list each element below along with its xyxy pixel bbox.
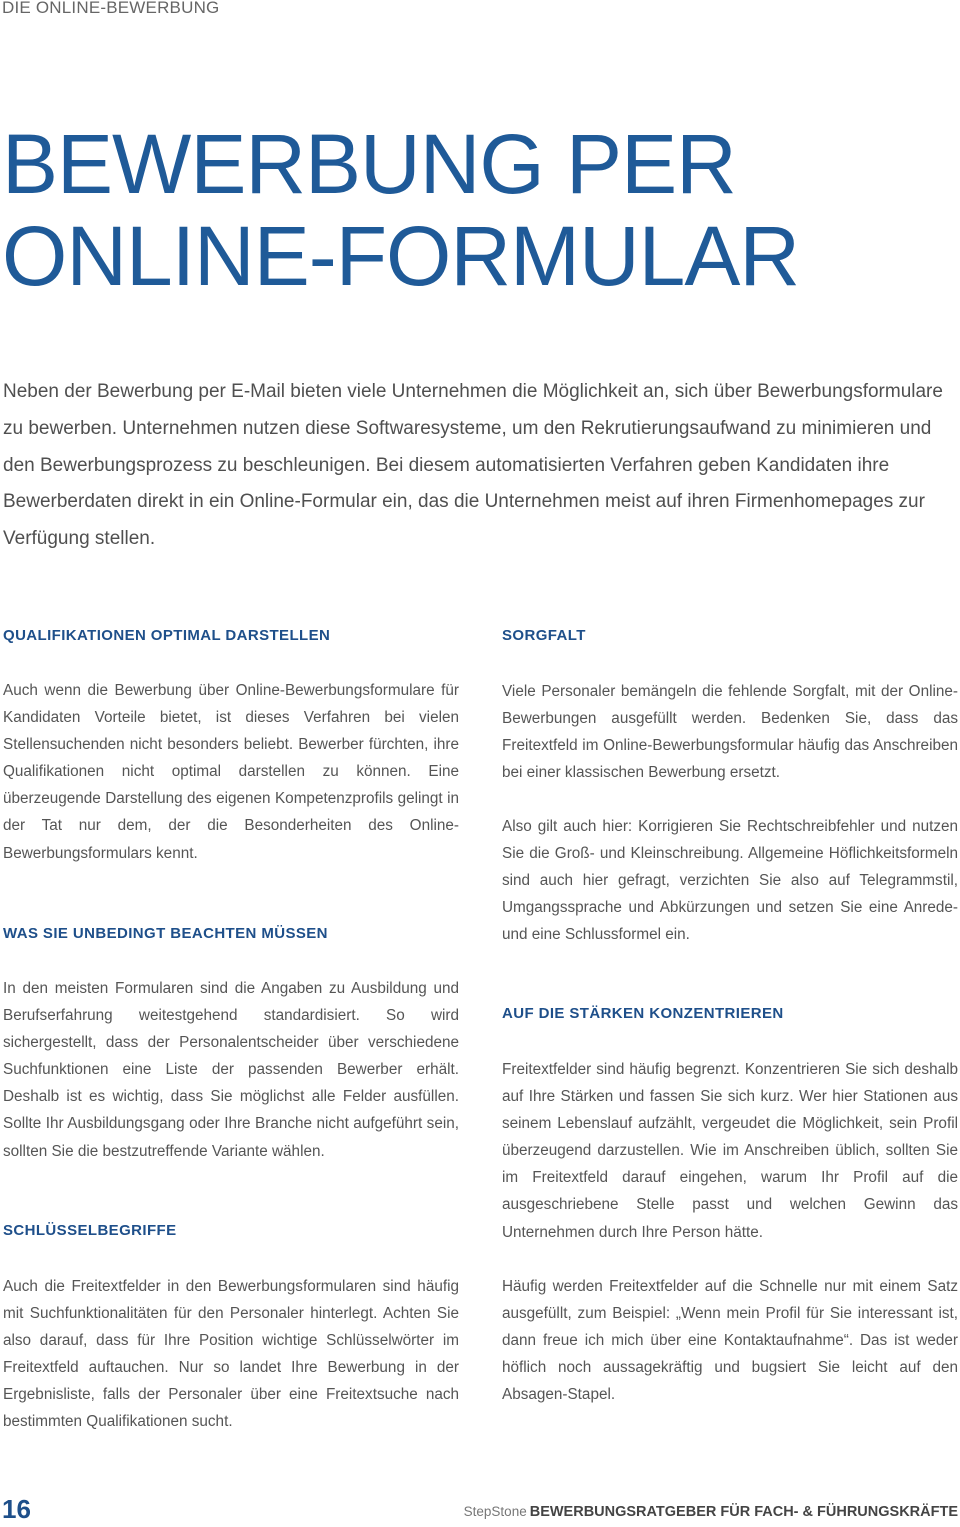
heading-schluesselbegriffe: SCHLÜSSELBEGRIFFE [3,1222,177,1239]
page-number: 16 [2,1494,31,1524]
page-title [2,118,799,302]
heading-sorgfalt: SORGFALT [502,627,586,644]
title-line-1: BEWERBUNG PER [2,117,736,211]
paragraph-qualifikationen: Auch wenn die Bewerbung über Online-Bewerbungsformulare für Kandidaten Vorteile bietet, ist dieses Verfahren bei vielen Stellensuchenden nicht besonders beliebt. Bewerber fürchten, ihre Qualifikationen nicht optimal darstellen zu können. Eine überzeugende Darstellung des eigenen Kompetenzprofils gelingt in der Tat nur dem, der die Besonderheiten des Online-Bewerbungsformulars kennt. [3,682,459,862]
paragraph-sorgfalt-1: Viele Personaler bemängeln die fehlende Sorgfalt, mit der Online-Bewerbungen ausgefüllt werden. Bedenken Sie, dass das Freitextfeld im Online-Bewerbungsformular häufig das Anschreiben bei einer klassischen Bewerbung ersetzt. [502,683,958,782]
paragraph-staerken-2: Häufig werden Freitextfelder auf die Schnelle nur mit einem Satz ausgefüllt, zum Beispiel: „Wenn mein Profil für Sie interessant ist, dann freue ich mich über eine Kontaktaufnahme“. Das ist weder höflich noch aussagekräftig und bugsiert Sie leicht auf den Absagen-Stapel. [502,1278,958,1404]
footer-title [464,1504,958,1520]
title-line-2: ONLINE-FORMULAR [2,209,800,303]
brand-logo-text: StepStone [463,1504,527,1519]
heading-qualifikationen: QUALIFIKATIONEN OPTIMAL DARSTELLEN [3,627,331,644]
intro-paragraph: Neben der Bewerbung per E-Mail bieten viele Unternehmen die Möglichkeit an, sich über Bewerbungsformulare zu bewerben. Unternehmen nutzen diese Softwaresysteme, um den Rekrutierungsaufwand zu minimieren und den Bewerbungsprozess zu beschleunigen. Bei diesem automatisierten Verfahren geben Kandidaten ihre Bewerberdaten direkt in ein Online-Formular ein, das die Unternehmen meist auf ihren Firmenhomepages zur Verfügung stellen. [3,381,943,550]
heading-staerken: AUF DIE STÄRKEN KONZENTRIEREN [502,1005,784,1022]
heading-beachten: WAS SIE UNBEDINGT BEACHTEN MÜSSEN [3,925,328,942]
paragraph-schluesselbegriffe: Auch die Freitextfelder in den Bewerbungsformularen sind häufig mit Suchfunktionalitäten für den Personaler hinterlegt. Achten Sie also darauf, dass für Ihre Position wichtige Schlüsselwörter im Freitextfeld auftauchen. Nur so landet Ihre Bewerbung in der Ergebnisliste, falls der Personaler über eine Freitextsuche nach bestimmten Qualifikationen sucht. [3,1278,459,1431]
paragraph-staerken-1: Freitextfelder sind häufig begrenzt. Konzentrieren Sie sich deshalb auf Ihre Stärken und fassen Sie sich kurz. Wer hier Stationen aus seinem Lebenslauf aufzählt, vergeudet die Möglichkeit, sein Profil überzeugend darzustellen. Wie im Anschreiben üblich, sollten Sie im Freitextfeld darauf eingehen, warum Ihr Profil auf die ausgeschriebene Stelle passt und welchen Gewinn das Unternehmen durch Ihre Person hätte. [502,1061,958,1241]
section-label: DIE ONLINE-BEWERBUNG [2,0,220,17]
paragraph-sorgfalt-2: Also gilt auch hier: Korrigieren Sie Rechtschreibfehler und nutzen Sie die Groß- und Kleinschreibung. Allgemeine Höflichkeitsformeln sind auch hier gefragt, verzichten Sie also auf Telegrammstil, Umgangssprache und Abkürzungen und setzen Sie eine Anrede- und eine Schlussformel ein. [502,818,958,944]
guide-title: BEWERBUNGSRATGEBER FÜR FACH- & FÜHRUNGSKRÄFTE [529,1504,958,1520]
paragraph-beachten: In den meisten Formularen sind die Angaben zu Ausbildung und Berufserfahrung weitestgehend standardisiert. So wird sichergestellt, dass der Personalentscheider über verschiedene Suchfunktionen eine Liste der passenden Bewerber erhält. Deshalb ist es wichtig, dass Sie möglichst alle Felder ausfüllen. Sollte Ihr Ausbildungsgang oder Ihre Branche nicht aufgeführt sein, sollten Sie die bestzutreffende Variante wählen. [3,980,459,1160]
